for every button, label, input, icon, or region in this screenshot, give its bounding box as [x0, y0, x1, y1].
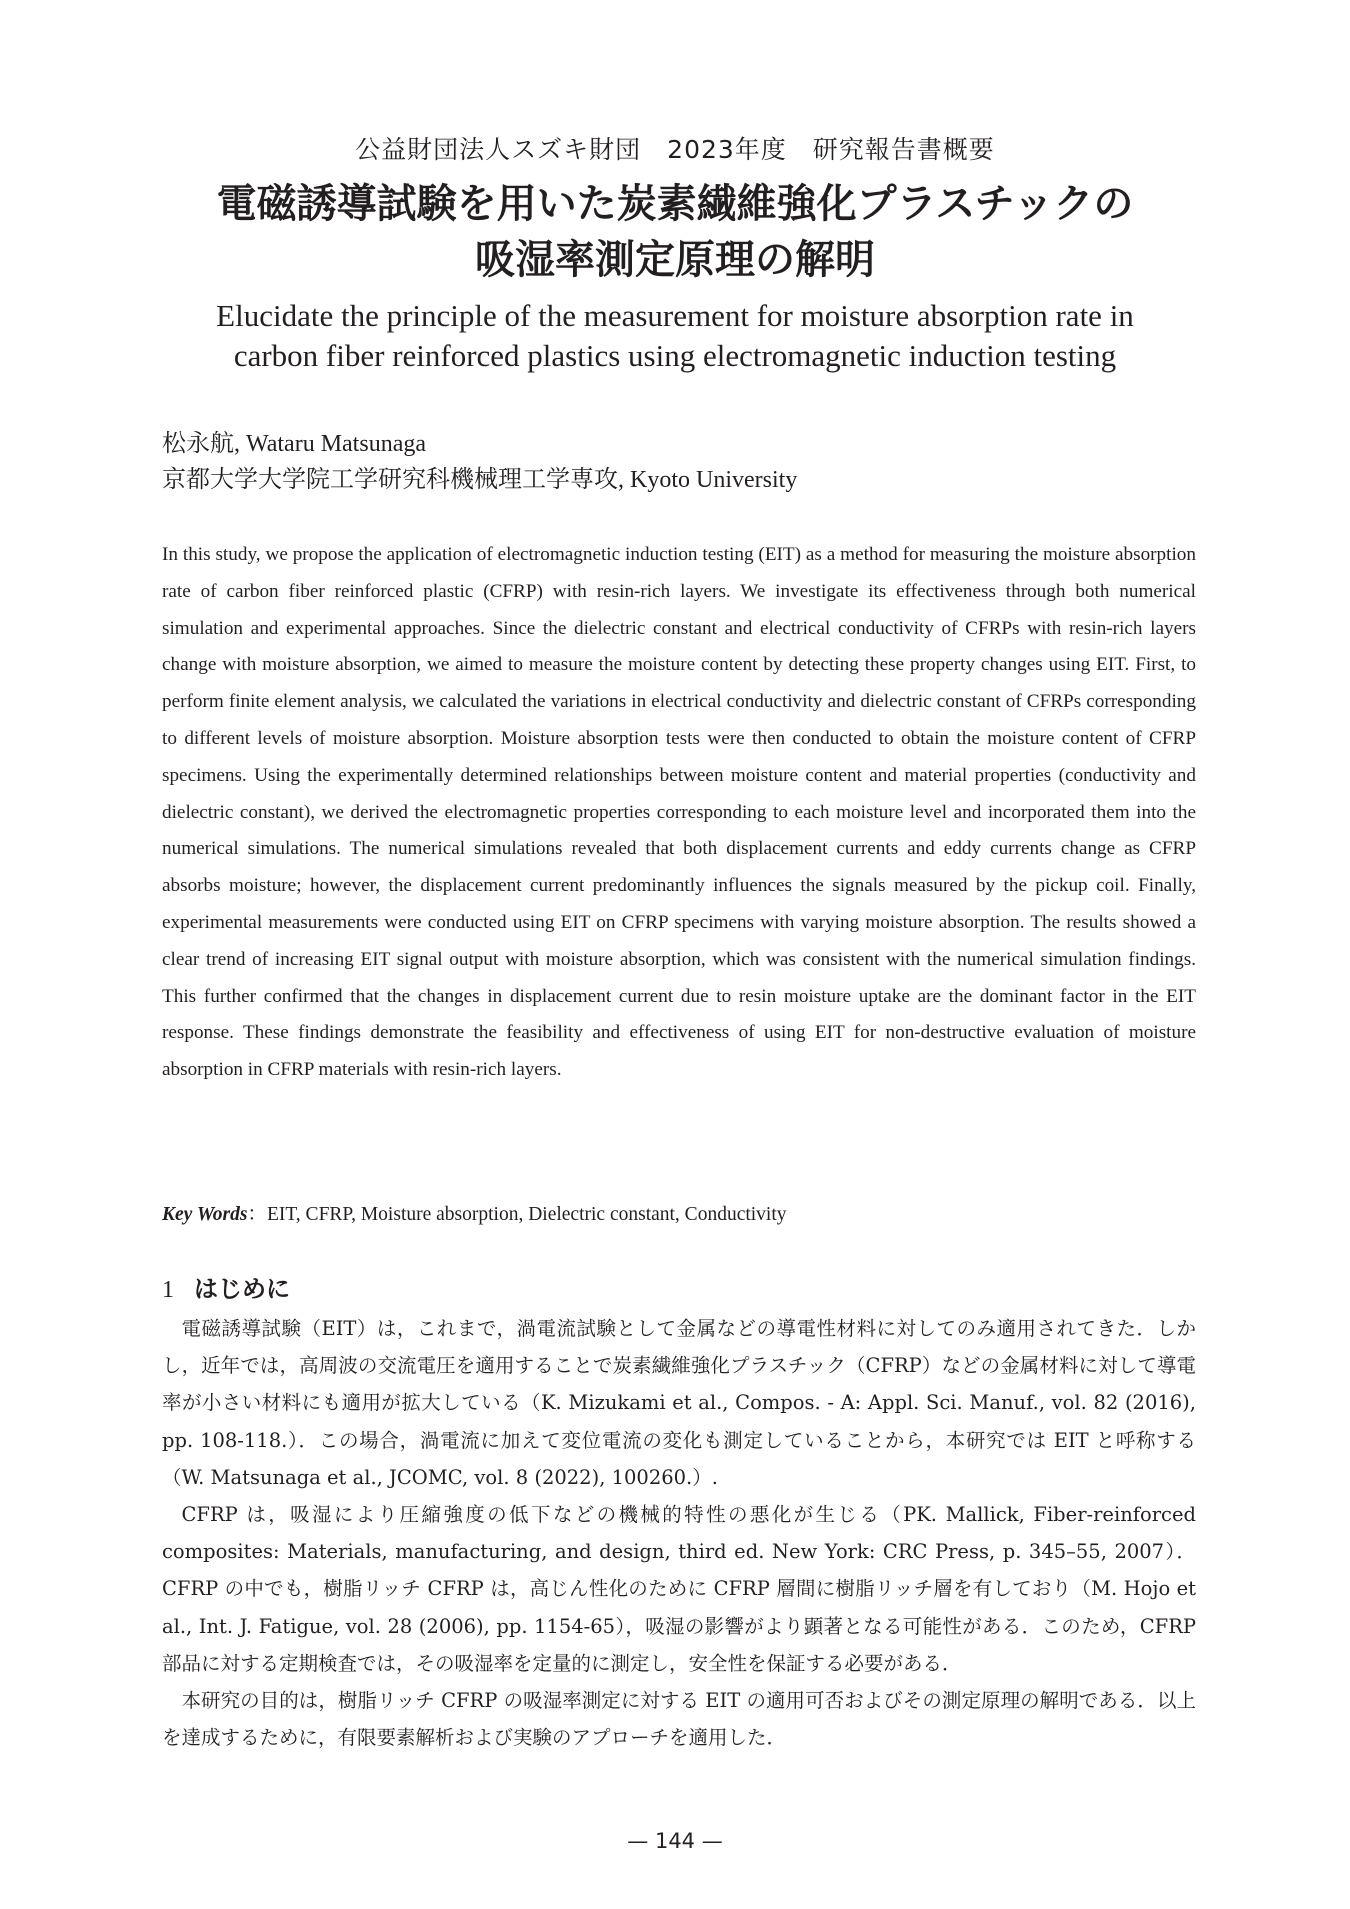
title-japanese-line-1: 電磁誘導試験を用いた炭素繊維強化プラスチックの	[216, 181, 1134, 227]
title-english	[0, 296, 1350, 376]
author-name: 松永航, Wataru Matsunaga	[162, 431, 426, 457]
body-paragraph: 電磁誘導試験（EIT）は，これまで，渦電流試験として金属などの導電性材料に対してのみ適用されてきた．しかし，近年では，高周波の交流電圧を適用することで炭素繊維強化プラスチック（CFRP）などの金属材料に対して導電率が小さい材料にも適用が拡大している（K. Mizukami et al., Compos. - A: Appl. Sci. Manuf., vol. 82 (2016), pp. 108-118.）．この場合，渦電流に加えて変位電流の変化も測定していることから，本研究では EIT と呼称する（W. Matsunaga et al., JCOMC, vol. 8 (2022), 100260.）.	[162, 1317, 1196, 1489]
title-english-line-2: carbon fiber reinforced plastics using electromagnetic induction testing	[233, 338, 1117, 373]
title-japanese-line-2: 吸湿率測定原理の解明	[475, 237, 875, 283]
title-japanese	[0, 176, 1350, 288]
body-paragraph: CFRP は，吸湿により圧縮強度の低下などの機械的特性の悪化が生じる（PK. Mallick, Fiber-reinforced composites: Materials, manufacturing, and design, third ed. New York: CRC Press, p. 345–55, 2007）．CFRP の中でも，樹脂リッチ CFRP は，高じん性化のために CFRP 層間に樹脂リッチ層を有しており（M. Hojo et al., Int. J. Fatigue, vol. 28 (2006), pp. 1154-65），吸湿の影響がより顕著となる可能性がある．このため，CFRP 部品に対する定期検査では，その吸湿率を定量的に測定し，安全性を保証する必要がある．	[162, 1503, 1196, 1675]
body-paragraph: 本研究の目的は，樹脂リッチ CFRP の吸湿率測定に対する EIT の適用可否およびその測定原理の解明である．以上を達成するために，有限要素解析および実験のアプローチを適用した．	[162, 1689, 1196, 1750]
title-english-line-1: Elucidate the principle of the measurement for moisture absorption rate in	[216, 298, 1134, 333]
abstract: In this study, we propose the application of electromagnetic induction testing (EIT) as a method for measuring the moisture absorption rate of carbon fiber reinforced plastic (CFRP) with resin-rich layers. We investigate its effectiveness through both numerical simulation and experimental approaches. Since the dielectric constant and electrical conductivity of CFRPs with resin-rich layers change with moisture absorption, we aimed to measure the moisture content by detecting these property changes using EIT. First, to perform finite element analysis, we calculated the variations in electrical conductivity and dielectric constant of CFRPs corresponding to different levels of moisture absorption. Moisture absorption tests were then conducted to obtain the moisture content of CFRP specimens. Using the experimentally determined relationships between moisture content and material properties (conductivity and dielectric constant), we derived the electromagnetic properties corresponding to each moisture level and incorporated them into the numerical simulations. The numerical simulations revealed that both displacement currents and eddy currents change as CFRP absorbs moisture; however, the displacement current predominantly influences the signals measured by the pickup coil. Finally, experimental measurements were conducted using EIT on CFRP specimens with varying moisture absorption. The results showed a clear trend of increasing EIT signal output with moisture absorption, which was consistent with the numerical simulation findings. This further confirmed that the changes in displacement current due to resin moisture uptake are the dominant factor in the EIT response. These findings demonstrate the feasibility and effectiveness of using EIT for non-destructive evaluation of moisture absorption in CFRP materials with resin-rich layers.	[162, 544, 1196, 1081]
keywords-label: Key Words	[162, 1204, 248, 1225]
section-number: 1	[162, 1277, 174, 1303]
author-block	[162, 426, 797, 498]
keywords-value: EIT, CFRP, Moisture absorption, Dielectric constant, Conductivity	[266, 1204, 787, 1225]
section-title: はじめに	[194, 1275, 290, 1303]
section-heading	[162, 1272, 290, 1307]
report-series-header: 公益財団法人スズキ財団 2023年度 研究報告書概要	[355, 135, 995, 164]
section-body	[162, 1310, 1196, 1756]
keywords-separator: ：	[247, 1204, 267, 1225]
keywords	[162, 1200, 787, 1230]
author-affiliation: 京都大学大学院工学研究科機械理工学専攻, Kyoto University	[162, 467, 798, 493]
page-number: — 144 —	[627, 1829, 723, 1853]
